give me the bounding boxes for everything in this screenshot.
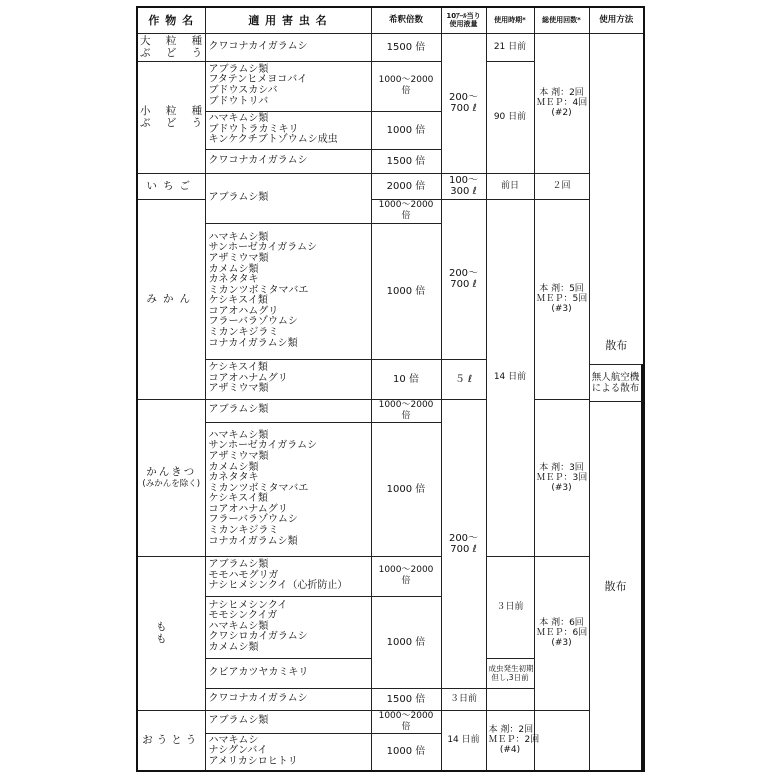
total-line: (#2) (551, 108, 572, 118)
timing-note: 但し,3日前 (491, 673, 529, 682)
pest-cell (205, 733, 371, 771)
volume-value: 200～ (448, 532, 479, 544)
pest-name: コナカイガラムシ類 (208, 535, 298, 547)
pest-name: ミカンツボミタマバエ (208, 284, 309, 296)
pest-name: アブラムシ類 (208, 191, 269, 203)
pest-cell (205, 422, 371, 556)
timing-cell: 21 日前 (486, 33, 534, 61)
pest-name: ハマキムシ類 (208, 113, 269, 125)
crop-name: かんきつ (146, 465, 197, 478)
dilution-cell: 1000～2000 倍 (371, 199, 441, 223)
pest-name: ブドウスカシバ (208, 85, 278, 96)
total-cell (486, 710, 540, 771)
pest-cell (205, 223, 371, 359)
timing-cell: 90 日前 (486, 61, 534, 173)
total-line: 本 剤：2回 (488, 725, 534, 736)
pest-name: フラーバラゾウムシ (208, 316, 298, 328)
total-cell (534, 33, 589, 173)
pest-cell (205, 710, 371, 733)
pest-cell (205, 61, 371, 111)
total-line: ＭＥＰ：3回 (536, 472, 588, 483)
dilution-cell: 10 倍 (371, 359, 441, 399)
pest-name: サンホーゼカイガラムシ (208, 242, 318, 254)
pest-cell (205, 173, 371, 223)
timing-cell: ３日前 (486, 556, 534, 658)
pest-name: サンホーゼカイガラムシ (208, 440, 318, 452)
table-row (137, 710, 644, 733)
total-line: ＭＥＰ：5回 (536, 294, 588, 304)
pest-name: アザミウマ類 (208, 383, 269, 395)
pest-cell (205, 33, 371, 61)
crop-cell (137, 33, 209, 61)
pest-name: ケシキスイ類 (208, 362, 268, 374)
table-row (137, 173, 644, 199)
header-dilution: 希釈倍数 (371, 7, 441, 33)
timing-cell: 前日 (486, 173, 534, 199)
timing-cell: 14 日前 (441, 710, 486, 771)
pest-name: アメリカシロヒトリ (208, 756, 298, 768)
method-cell: 散布 (589, 33, 644, 658)
dilution-cell: 1000 倍 (371, 733, 441, 771)
pest-name: ハマキムシ類 (208, 429, 269, 441)
volume-cell (441, 399, 486, 688)
dilution-cell: 1000～2000 倍 (371, 710, 441, 733)
header-crop: 作 物 名 (137, 7, 205, 33)
dilution-cell: 1000～2000 倍 (371, 556, 441, 596)
pest-name: ナシヒメシンクイ (208, 599, 288, 611)
volume-value: 200～ (448, 92, 479, 103)
pesticide-usage-table (136, 6, 645, 772)
pest-name: フラーバラゾウムシ (208, 514, 298, 526)
dilution-cell: 1000～2000 倍 (371, 61, 441, 111)
timing-cell: ３日前 (441, 688, 486, 710)
volume-value: 700 ℓ (450, 543, 477, 555)
pest-name: カメムシ類 (208, 461, 259, 473)
volume-cell (441, 33, 486, 173)
total-line: 本 剤：3回 (539, 462, 584, 473)
header-volume-line1: 10ｱｰﾙ当り (446, 12, 481, 21)
crop-cell: おうとう (137, 710, 205, 771)
volume-cell (441, 199, 486, 359)
pest-name: カメムシ類 (208, 263, 259, 275)
timing-cell (486, 658, 534, 688)
dilution-cell: 2000 倍 (371, 173, 441, 199)
pest-name: ミカンキジラミ (208, 327, 279, 339)
total-cell (534, 556, 589, 710)
pest-name: ミカンツボミタマバエ (208, 482, 309, 494)
crop-cell: いちご (137, 173, 205, 199)
pest-name: コアオハナムグリ (208, 503, 288, 515)
volume-cell (441, 173, 486, 199)
crop-name: ぶ ど う (140, 117, 209, 129)
pest-name: ケシキスイ類 (208, 295, 268, 307)
total-line: 本 剤：5回 (539, 284, 584, 294)
method-drone-cell (589, 364, 643, 402)
pest-name: ブドウトラカミキリ (208, 123, 299, 135)
pest-cell (205, 556, 371, 596)
pest-name: アザミウマ類 (208, 252, 269, 264)
crop-name: 小 粒 種 (140, 105, 209, 117)
pest-name: アザミウマ類 (208, 450, 269, 462)
pest-name: クワシロカイガラムシ (208, 631, 308, 643)
header-pest: 適 用 害 虫 名 (205, 7, 371, 33)
crop-name: ぶ ど う (140, 47, 209, 59)
dilution-cell: 1500 倍 (371, 149, 441, 173)
crop-name: 大 粒 種 (140, 35, 209, 47)
total-cell (534, 399, 589, 556)
pest-cell (205, 111, 371, 149)
method-spray-lower-cell (589, 402, 643, 772)
pest-name: アブラムシ類 (208, 559, 269, 571)
pest-name: ブドウトリバ (208, 95, 269, 107)
pest-cell (205, 658, 371, 688)
pest-name: フタテンヒメヨコバイ (208, 74, 308, 86)
pest-name: アブラムシ類 (208, 715, 269, 727)
pest-name: ハマキムシ (208, 734, 259, 746)
dilution-cell: 1000 倍 (371, 422, 441, 556)
volume-value: 200～ (448, 268, 479, 279)
dilution-cell: 1000 倍 (371, 111, 441, 149)
method-drone-line: による散布 (591, 383, 640, 394)
dilution-cell: 1000 倍 (371, 223, 441, 359)
crop-cell: みかん (137, 199, 205, 399)
total-cell: ２回 (534, 173, 589, 199)
pest-name: モモハモグリガ (208, 569, 279, 581)
volume-value: 100～ (448, 175, 479, 186)
pest-name: モモシンクイガ (208, 610, 278, 622)
header-method: 使用方法 (589, 7, 644, 33)
total-line: (#3) (551, 482, 572, 493)
dilution-cell: 1500 倍 (371, 33, 441, 61)
pest-name: ナシヒメシンクイ（心折防止） (208, 580, 348, 592)
pest-cell (205, 399, 371, 422)
pest-name: カメムシ類 (208, 641, 259, 653)
dilution-cell: 1500 倍 (371, 688, 441, 710)
pest-name: クワコナカイガラムシ (208, 40, 308, 52)
total-cell (534, 199, 589, 399)
timing-cell: 14 日前 (486, 199, 534, 556)
method-spray-label: 散布 (604, 580, 627, 593)
total-line: (#3) (551, 304, 572, 314)
header-volume-line2: 使用液量 (449, 20, 478, 29)
table-row (137, 556, 644, 596)
pest-name: キンケクチブトゾウムシ成虫 (208, 134, 338, 146)
pest-cell (205, 149, 371, 173)
volume-value: 700 ℓ (450, 279, 477, 290)
timing-note: 成虫発生初期 (488, 664, 534, 673)
header-timing: 使用時期* (486, 7, 534, 33)
total-line: ＭＥＰ：6回 (536, 628, 588, 638)
volume-value: 300 ℓ (450, 186, 477, 197)
header-volume (441, 7, 486, 33)
table-row (137, 399, 644, 422)
dilution-cell: 1000 倍 (371, 596, 441, 688)
pest-cell (205, 359, 371, 399)
volume-value: 700 ℓ (450, 103, 477, 114)
table-row (137, 733, 644, 771)
pest-cell (205, 688, 371, 710)
pest-name: ハマキムシ類 (208, 620, 269, 632)
pest-name: クビアカツヤカミキリ (208, 666, 309, 678)
pest-name: アブラムシ類 (208, 404, 269, 416)
pest-name: カネタタキ (208, 472, 259, 484)
pest-name: コナカイガラムシ類 (208, 337, 298, 349)
header-total: 総使用回数* (534, 7, 589, 33)
volume-cell: ５ ℓ (441, 359, 486, 399)
pest-name: ミカンキジラミ (208, 525, 279, 537)
total-line: 本 剤：2回 (539, 88, 584, 98)
pest-name: クワコナカイガラムシ (208, 154, 308, 166)
crop-cell: も も (137, 556, 205, 710)
crop-cell (137, 61, 209, 173)
method-drone-line: 無人航空機 (591, 372, 640, 383)
pest-name: コアオハナムグリ (208, 372, 288, 384)
total-line: 本 剤：6回 (539, 618, 584, 628)
pest-name: クワコナカイガラムシ (208, 692, 308, 704)
pest-name: ハマキムシ類 (208, 231, 269, 243)
pest-name: カネタタキ (208, 274, 259, 286)
total-line: (#4) (499, 745, 521, 756)
pest-name: ケシキスイ類 (208, 493, 268, 505)
total-line: ＭＥＰ：2回 (488, 735, 540, 746)
total-line: ＭＥＰ：4回 (536, 98, 588, 108)
table-row (137, 33, 644, 61)
dilution-cell: 1000～2000 倍 (371, 399, 441, 422)
header-row (137, 7, 644, 33)
pest-name: ナシグンバイ (208, 745, 268, 757)
pest-name: アブラムシ類 (208, 63, 269, 75)
crop-cell (137, 399, 205, 556)
pest-name: コアオハムグリ (208, 305, 279, 317)
total-line: (#3) (551, 638, 572, 648)
crop-name-sub: (みかんを除く) (142, 478, 201, 489)
pest-cell (205, 596, 371, 658)
